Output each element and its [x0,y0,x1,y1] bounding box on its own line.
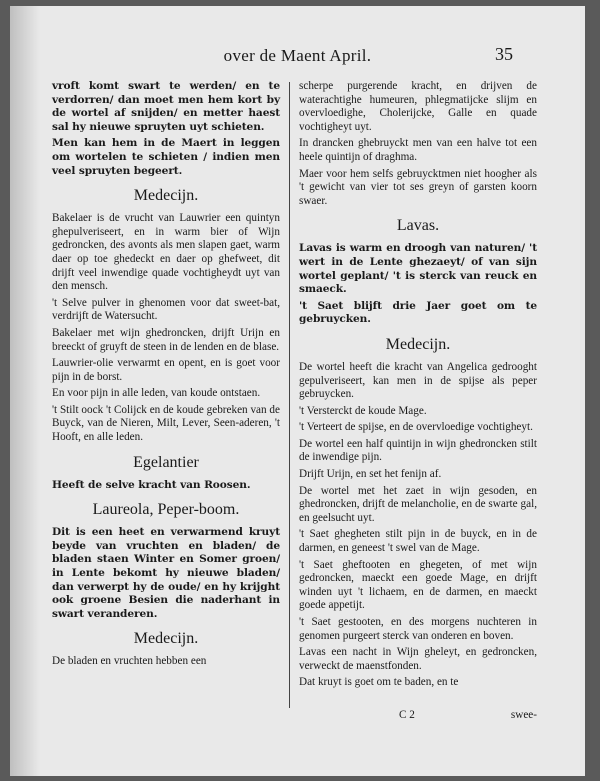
paragraph: Bakelaer is de vrucht van Lauwrier een quintyn ghepulveriseert, en in warm bier of Wijn gedroncken, des avonts als men slapen gaet, warm daer op toe ghedeckt en daer op ghefweet, dit drijft veel inwendige quade vochtigheydt uyt van den mensch. [52,212,280,293]
paragraph: Dat kruyt is goet om te baden, en te [299,676,459,689]
paragraph: 't Selve pulver in ghenomen voor dat sweet-bat, verdrijft de Watersucht. [52,296,280,323]
paragraph: De wortel een half quintijn in wijn ghedroncken stilt de inwendige pijn. [299,437,537,464]
paragraph: De wortel met het zaet in wijn gesoden, en ghedroncken, drijft de melancholie, en de swarte gal, en geelsucht uyt. [299,484,537,524]
paragraph: 't Saet gheftooten en ghegeten, of met wijn gedroncken, maeckt een goede Mage, en drijft winden uyt 't lichaem, en de darmen, en maeckt goede appetijt. [299,558,537,612]
right-column [299,80,537,693]
signature-mark: C 2 [399,709,415,721]
paragraph: vroft komt swart te werden/ en te verdorren/ dan moet men hem kort by de wortel af snijden/ en metter haest sal hy nieuwe spruyten uyt schieten. [52,80,280,133]
paragraph: Men kan hem in de Maert in leggen om wortelen te schieten / indien men veel spruyten begeert. [52,137,280,177]
left-column [52,80,280,672]
paragraph: Bakelaer met wijn ghedroncken, drijft Urijn en breeckt of gruyft de steen in de lenden en de blase. [52,326,280,353]
paragraph: 't Saet ghegheten stilt pijn in de buyck, en in de darmen, en geneest 't swel van de Mage. [299,528,537,555]
paragraph: 't Verteert de spijse, en de overvloedige vochtigheyt. [299,421,533,434]
paragraph: 't Stilt oock 't Colijck en de koude gebreken van de Buyck, van de Nieren, Milt, Lever, Seen-aderen, 't Hooft, en alle leden. [52,403,280,444]
section-heading: Lavas. [396,217,440,235]
paragraph: Lauwrier-olie verwarmt en opent, en is goet voor pijn in de borst. [52,357,280,383]
section-heading: Medecijn. [133,630,199,648]
paragraph: Drijft Urijn, en set het fenijn af. [299,468,442,481]
paragraph: De wortel heeft die kracht van Angelica gedrooght gepulveriseert, kan men in de spijse als peper gebruycken. [299,360,537,401]
column-divider [289,82,290,708]
section-heading: Medecijn. [385,335,451,353]
section-heading: Egelantier [133,453,199,471]
paragraph: En voor pijn in alle leden, van koude ontstaen. [52,387,261,400]
page-gutter-shadow [10,6,40,776]
section-heading: Laureola, Peper-boom. [92,501,240,519]
paragraph: 't Saet gestooten, en des morgens nuchteren in genomen purgeert sterck van onderen en boven. [299,616,537,642]
running-title: over de Maent April. [223,46,372,65]
paragraph: 't Saet blijft drie Jaer goet om te gebruycken. [299,299,537,326]
paragraph: 't Versterckt de koude Mage. [299,404,427,417]
paragraph: Maer voor hem selfs gebruycktmen niet hoogher als 't gewicht van vier tot ses greyn of garsten koorn swaer. [299,167,537,207]
paragraph: scherpe purgerende kracht, en drijven de waterachtighe humeuren, phlegmatijcke slijm en overvloedighe, Cholerijcke, Galle en quade vochtigheyt uyt. [299,80,537,133]
paragraph: Lavas een nacht in Wijn gheleyt, en gedroncken, verweckt de maenstfonden. [299,646,537,672]
section-heading: Medecijn. [133,187,199,205]
catchword: swee- [510,709,537,721]
book-page [10,6,585,776]
paragraph: Dit is een heet en verwarmend kruyt beyde van vruchten en bladen/ de bladen staen Winter en Somer groen/ in Lente bekomt hy nieuwe bladen/ dan verwerpt hy de oude/ en hy krijght ook groene Besien die naderhant in swart veranderen. [52,526,280,620]
paragraph: Heeft de selve kracht van Roosen. [52,478,251,491]
page-header [10,46,585,76]
paragraph: De bladen en vruchten hebben een [52,655,207,668]
page-number: 35 [495,44,513,64]
paragraph: Lavas is warm en droogh van naturen/ 't wert in de Lente ghezaeyt/ of van sijn wortel geplant/ 't is sterck van reuck en smaeck. [299,242,537,296]
paragraph: In drancken ghebruyckt men van een halve tot een heele quintijn of draghma. [299,137,537,163]
